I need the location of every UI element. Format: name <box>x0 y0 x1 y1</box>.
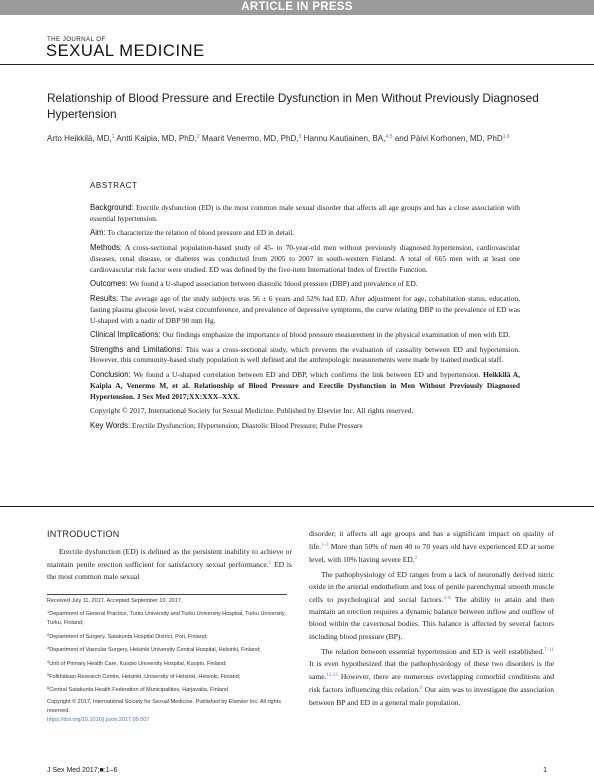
affiliation-marker[interactable]: 1 <box>111 134 115 140</box>
section-text: This was a cross-sectional study, which prevents the evaluation of causality between ED and hypertension. However, this community-based study population is well defined and the anthropologic measurements were made by trained medical staff. <box>90 344 521 365</box>
article-title: Relationship of Blood Pressure and Erectile Dysfunction in Men Without Previously Diagnosed Hypertension <box>47 91 539 121</box>
section-label: Clinical Implications: <box>90 330 161 340</box>
page-footer <box>47 767 547 777</box>
abstract-heading: ABSTRACT <box>90 181 138 190</box>
footnote-rule <box>47 594 287 595</box>
reference-link[interactable]: 1–3 <box>321 543 329 549</box>
abstract-methods <box>90 243 520 276</box>
body-paragraph: The relation between essential hypertension and ED is well established.$^{7-11}$ It is even hypothesized that the pathophysiology of these two disorders is the same.$^{12,13}$ However, there are numerous overlapping comorbid conditions and risk factors influencing this relation.$^9$ Our aim was to investigate the association between BP and ED in a general male population. <box>309 646 554 707</box>
reference-link[interactable]: 4–6 <box>443 596 451 602</box>
footnote-copyright: Copyright © 2017, International Society for Sexual Medicine. Published by Elsevier Inc. All rights reserved. https://doi.org/10.1016/j.jsxm.2017.09.007 <box>47 698 281 723</box>
reference-link[interactable]: 1 <box>268 561 272 567</box>
section-label: Methods: <box>90 242 123 252</box>
affiliation-marker[interactable]: 2 <box>196 134 200 140</box>
section-label: Key Words: <box>90 420 131 430</box>
received-date: Received July 11, 2017. Accepted September 10, 2017. <box>47 598 183 604</box>
body-paragraph: disorder; it affects all age groups and has a significant impact on quality of life.$^{1-3}$ More than 50% of men 40 to 70 years old have experienced ED at some level, with 10% having severe ED.$^2$ <box>309 529 554 565</box>
citation-text: Heikkilä A, Kaipia A, Venermo M, et al. Relationship of Blood Pressure and Erectile Dysfunction in Men Without Previously Diagnosed Hypertension. J Sex Med 2017;XX:XXX–XXX. <box>90 369 520 401</box>
doi-link[interactable]: https://doi.org/10.1016/j.jsxm.2017.09.007 <box>47 716 150 723</box>
affiliation-1: $^1$Department of General Practice, Turku University and Turku University Hospital, Turku University, Turku, Finland; <box>47 609 286 627</box>
reference-link[interactable]: 12,13 <box>326 673 338 679</box>
reference-link[interactable]: 9 <box>420 686 423 692</box>
section-text: Erectile dysfunction (ED) is the most common male sexual disorder that affects all age groups and has a close association with essential hypertension. <box>90 203 520 223</box>
abstract-body <box>90 203 520 435</box>
page-number: 1 <box>543 767 547 774</box>
affiliation-marker[interactable]: 4,5 <box>385 134 393 140</box>
author-name: Antti Kaipia, MD, PhD, <box>114 134 197 143</box>
abstract-rule <box>0 506 594 507</box>
affiliation-5: $^5$Folkhälsan Research Centre, Helsinki, University of Helsinki, Helsinki, Finland; <box>47 671 241 680</box>
abstract-copyright: Copyright © 2017, International Society for Sexual Medicine. Published by Elsevier Inc. All rights reserved. <box>90 406 414 416</box>
header-rule <box>0 64 594 65</box>
keywords-text: Erectile Dysfunction; Hypertension; Diastolic Blood Pressure; Pulse Pressure <box>130 420 363 430</box>
intro-paragraph: Erectile dysfunction (ED) is defined as the persistent inability to achieve or maintain penile erection sufficient for satisfactory sexual performance.$^1$ ED is the most common male sexual <box>47 547 292 582</box>
section-text: We found a U-shaped association between diastolic blood pressure (DBP) and prevalence of ED. <box>127 279 418 289</box>
section-label: Outcomes: <box>90 279 128 289</box>
author-list <box>47 132 547 145</box>
section-text: Our findings emphasize the importance of blood pressure measurement in the physical examination of men with ED. <box>160 330 511 340</box>
left-column <box>47 528 292 586</box>
section-text: To characterize the relation of blood pressure and ED in detail. <box>105 228 295 238</box>
introduction-heading: INTRODUCTION <box>47 529 120 539</box>
abstract-outcomes <box>90 279 520 290</box>
journal-citation-footer: J Sex Med 2017;■:1–6 <box>47 767 118 774</box>
abstract-conclusion <box>90 370 520 403</box>
journal-name-prefix: THE JOURNAL OF <box>47 36 106 43</box>
section-text: A cross-sectional population-based study of 45- to 70-year-old men without previously diagnosed hypertension, cardiovascular diseases, renal disease, or diabetes was conducted from 2005 to 2007 in south-western Finland. A total of 665 men with at least one cardiovascular risk factor were studied. ED was defined by the five-item International Index of Erectile Function. <box>90 242 520 274</box>
abstract-keywords <box>90 421 520 432</box>
author-name: and Päivi Korhonen, MD, PhD <box>392 134 503 143</box>
section-label: Strengths and Limitations: <box>90 344 183 354</box>
abstract-background <box>90 203 520 225</box>
journal-name: SEXUAL MEDICINE <box>46 42 205 60</box>
section-label: Background: <box>90 203 134 212</box>
article-in-press-banner: ARTICLE IN PRESS <box>0 0 594 15</box>
body-paragraph: The pathophysiology of ED ranges from a lack of neuronally derived nitric oxide in the arterial endothelium and loss of penile parenchymal smooth muscle cells to psychological and social factors.$^{4-6}$ The ability to attain and then maintain an erection requires a dynamic balance between inflow and outflow of blood within the cavernosal bodies. This balance is affected by several factors including blood pressure (BP). <box>309 569 554 641</box>
section-text: The average age of the study subjects was 56 ± 6 years and 52% had ED. After adjustment for age, cohabitation status, education, fasting plasma glucose level, waist circumference, and prevalence of depressive symptoms, the curve relating DBP to the prevalence of ED was U-shaped with a nadir of DBP 90 mm Hg. <box>90 293 520 325</box>
affiliation-6: $^6$Central Satakunta Health Federation of Municipalities, Harjavalta, Finland <box>47 685 229 694</box>
reference-link[interactable]: 7–11 <box>544 647 554 653</box>
abstract-strengths-limitations <box>90 345 520 367</box>
affiliation-marker[interactable]: 3 <box>298 134 302 140</box>
author-name: Hannu Kautiainen, BA, <box>301 134 386 143</box>
section-text: We found a U-shaped correlation between ED and DBP, which confirms the link between ED and hypertension. <box>130 369 484 379</box>
abstract-clinical-implications <box>90 330 520 341</box>
author-name: Arto Heikkilä, MD, <box>47 134 112 143</box>
section-label: Conclusion: <box>90 369 131 379</box>
abstract-aim <box>90 228 520 239</box>
reference-link[interactable]: 2 <box>414 556 418 562</box>
section-label: Results: <box>90 293 119 303</box>
affiliation-marker[interactable]: 1,6 <box>502 134 510 140</box>
author-name: Maarit Venermo, MD, PhD, <box>199 134 299 143</box>
affiliation-2: $^2$Department of Surgery, Satakunta Hospital District, Pori, Finland; <box>47 631 208 640</box>
affiliation-3: $^3$Department of Vascular Surgery, Helsinki University Central Hospital, Helsinki, Finland; <box>47 645 261 654</box>
affiliation-4: $^4$Unit of Primary Health Care, Kuopio University Hospital, Kuopio, Finland; <box>47 658 227 667</box>
section-label: Aim: <box>90 228 106 238</box>
right-column <box>309 528 554 711</box>
abstract-results <box>90 294 520 327</box>
footnotes <box>47 597 292 727</box>
